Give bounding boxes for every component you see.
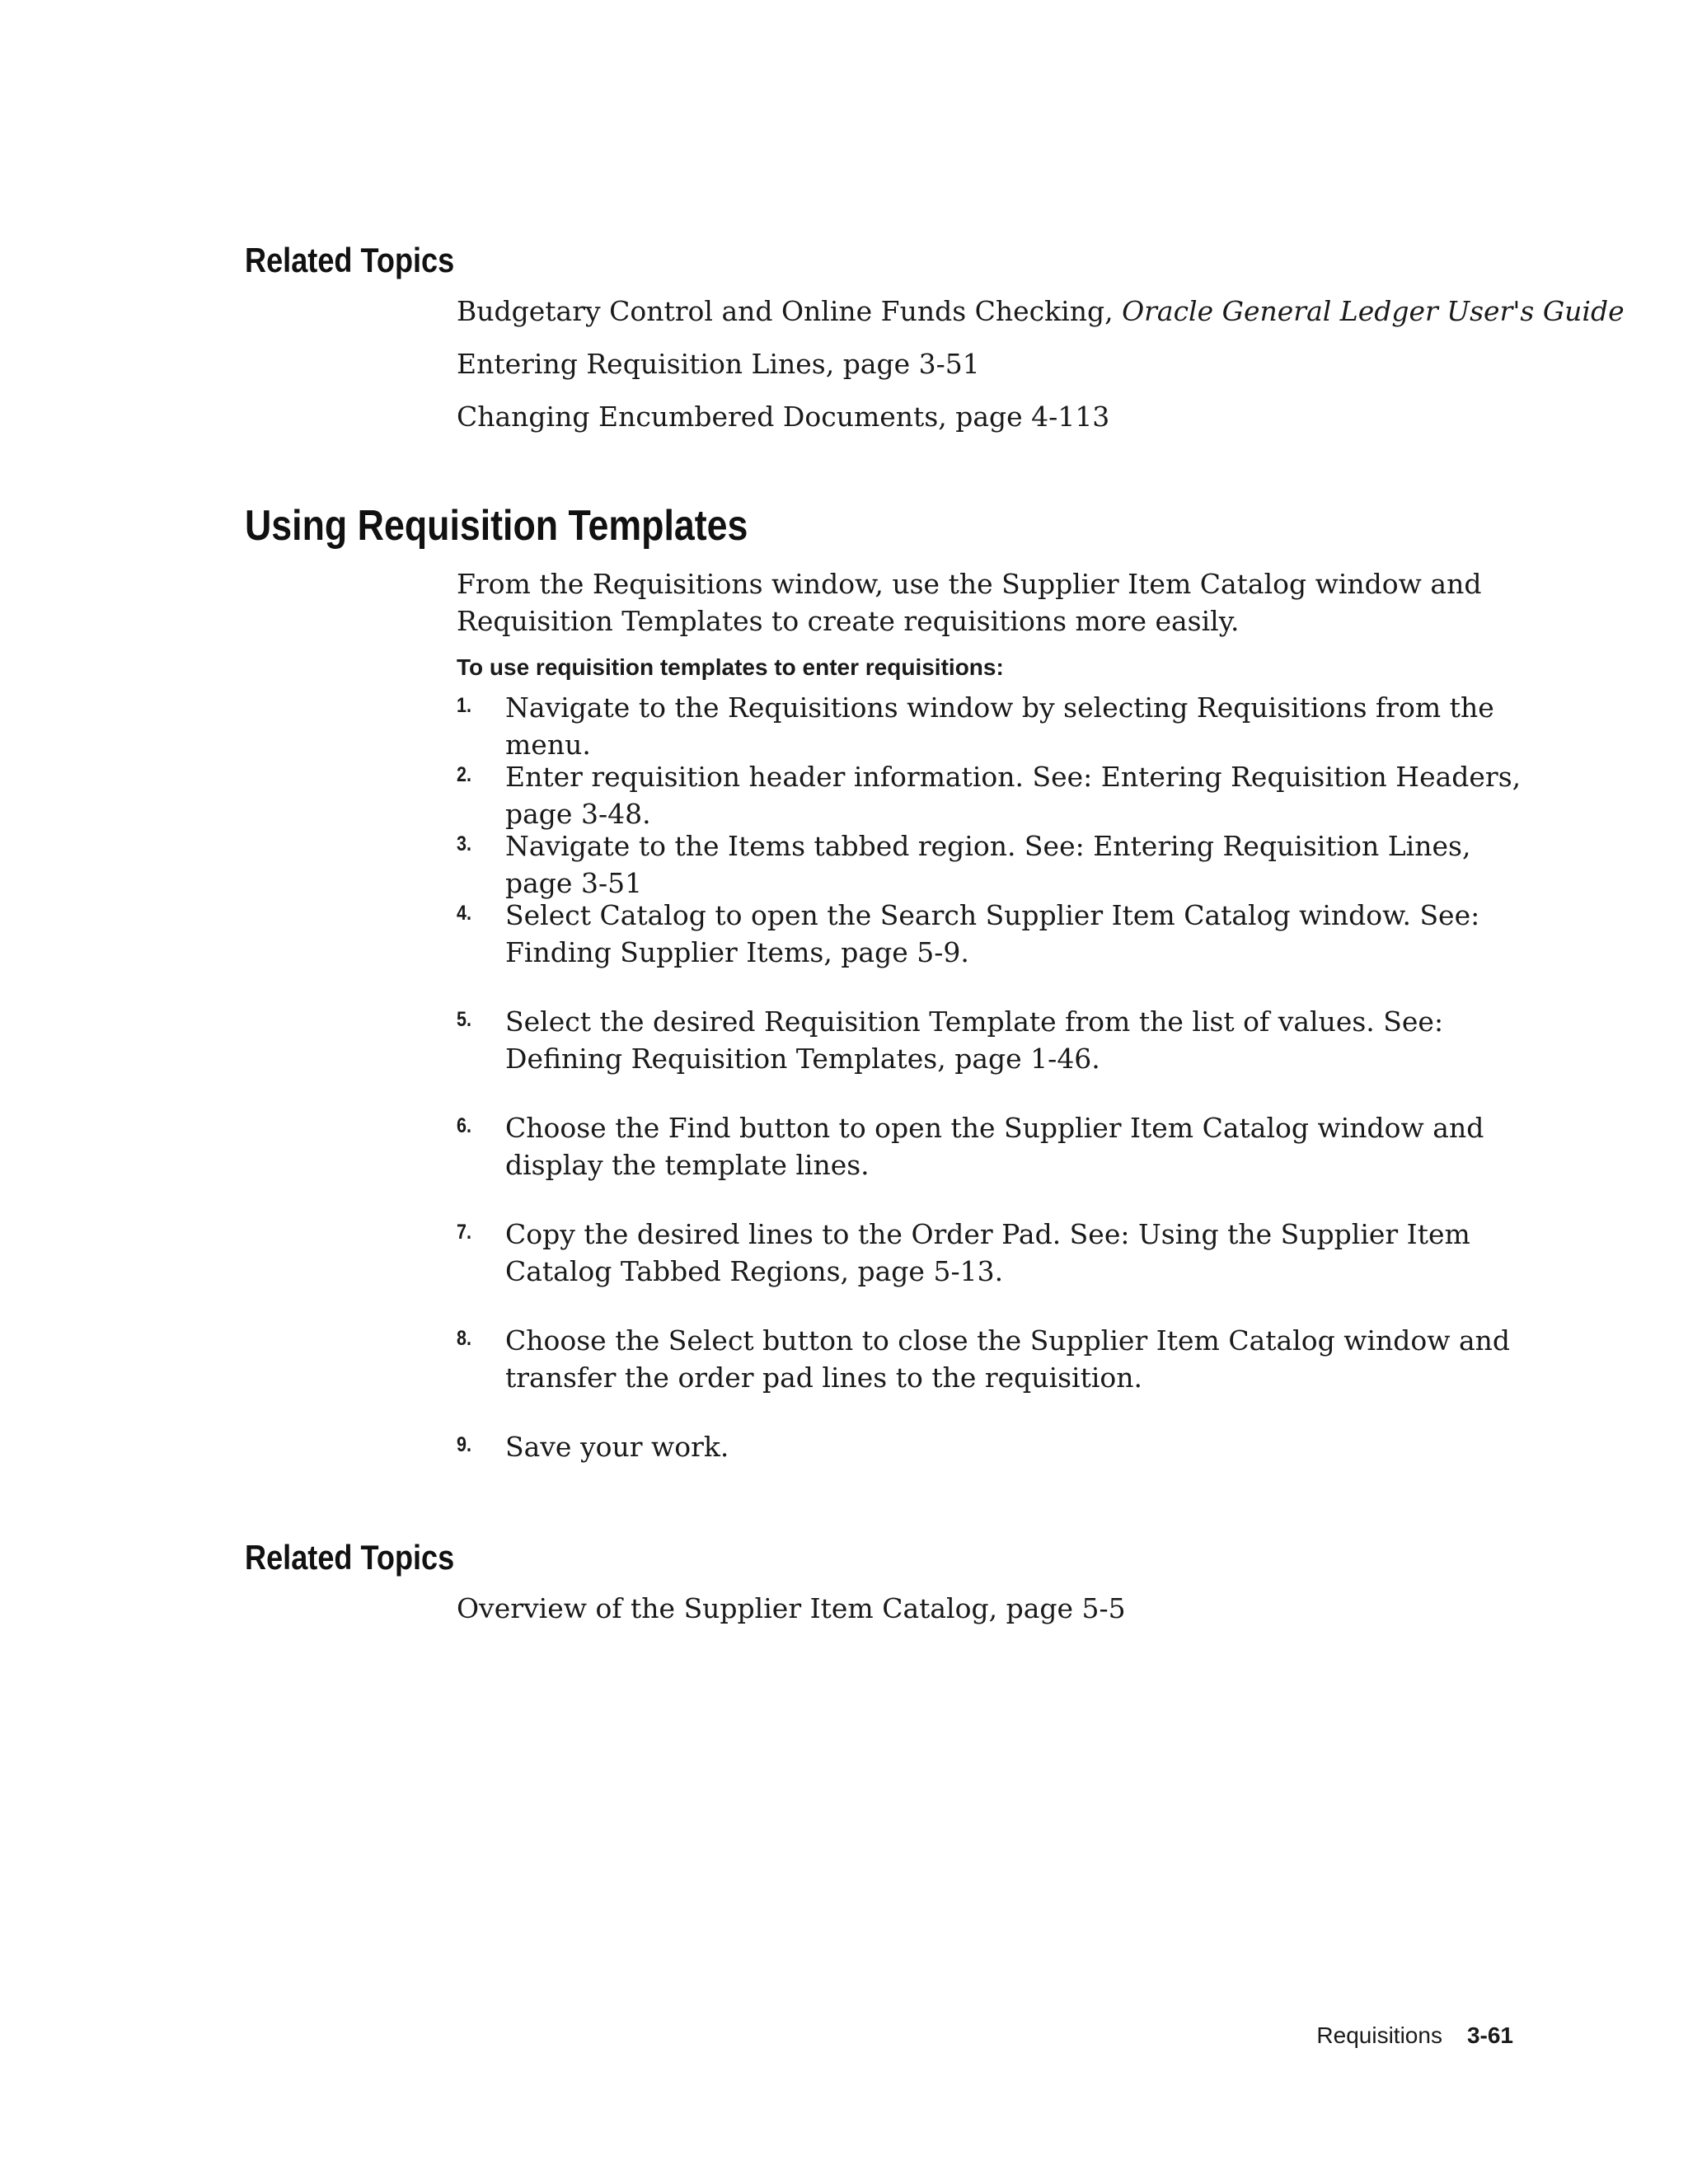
step-number: 5. bbox=[457, 1008, 471, 1031]
related-topic-text: Changing Encumbered Documents, page 4-113 bbox=[457, 401, 1110, 433]
step-text: Choose the Find button to open the Supplier Item Catalog window and display the template lines. bbox=[505, 1112, 1484, 1181]
step-text: Choose the Select button to close the Supplier Item Catalog window and transfer the order pad lines to the requisition. bbox=[505, 1324, 1511, 1394]
step-number: 8. bbox=[457, 1327, 471, 1350]
step-text: Save your work. bbox=[505, 1431, 729, 1463]
related-topic-text: Entering Requisition Lines, page 3-51 bbox=[457, 348, 980, 380]
related-topic-link[interactable] bbox=[457, 1591, 1126, 1627]
step-text: Copy the desired lines to the Order Pad. See: Using the Supplier Item Catalog Tabbed Regions, page 5-13. bbox=[505, 1218, 1470, 1287]
step-number: 3. bbox=[457, 832, 471, 855]
step-text: Select Catalog to open the Search Supplier Item Catalog window. See: Finding Supplier Items, page 5-9. bbox=[505, 899, 1480, 968]
related-topic-text: Budgetary Control and Online Funds Checking, bbox=[457, 295, 1123, 327]
footer-section-name: Requisitions bbox=[1316, 2022, 1442, 2048]
related-topic-book-title: Oracle General Ledger User's Guide bbox=[1122, 295, 1625, 327]
related-topics-heading: Related Topics bbox=[245, 1538, 455, 1577]
related-topic-text: Overview of the Supplier Item Catalog, page 5-5 bbox=[457, 1592, 1126, 1624]
step-text: Navigate to the Items tabbed region. See: Entering Requisition Lines, page 3-51 bbox=[505, 830, 1471, 899]
step-number: 4. bbox=[457, 902, 471, 925]
step-number: 1. bbox=[457, 694, 471, 717]
related-topics-heading: Related Topics bbox=[245, 241, 455, 279]
step-number: 7. bbox=[457, 1221, 471, 1244]
section-intro: From the Requisitions window, use the Supplier Item Catalog window and Requisition Templates to create requisitions more easily. bbox=[457, 568, 1482, 637]
step-number: 9. bbox=[457, 1433, 471, 1456]
task-title: To use requisition templates to enter requisitions: bbox=[457, 654, 1004, 680]
related-topic-link[interactable] bbox=[457, 346, 980, 382]
step-text: Enter requisition header information. See: Entering Requisition Headers, page 3-48. bbox=[505, 761, 1522, 830]
step-number: 6. bbox=[457, 1114, 471, 1137]
footer-page-number: 3-61 bbox=[1466, 2022, 1513, 2048]
step-text: Navigate to the Requisitions window by selecting Requisitions from the menu. bbox=[505, 691, 1494, 761]
step-number: 2. bbox=[457, 763, 471, 786]
related-topic-link[interactable] bbox=[457, 293, 1625, 330]
section-title: Using Requisition Templates bbox=[245, 502, 748, 550]
page-footer bbox=[1316, 2022, 1513, 2049]
step-text: Select the desired Requisition Template from the list of values. See: Defining Requisition Templates, page 1-46. bbox=[505, 1005, 1444, 1075]
related-topic-link[interactable] bbox=[457, 399, 1109, 435]
